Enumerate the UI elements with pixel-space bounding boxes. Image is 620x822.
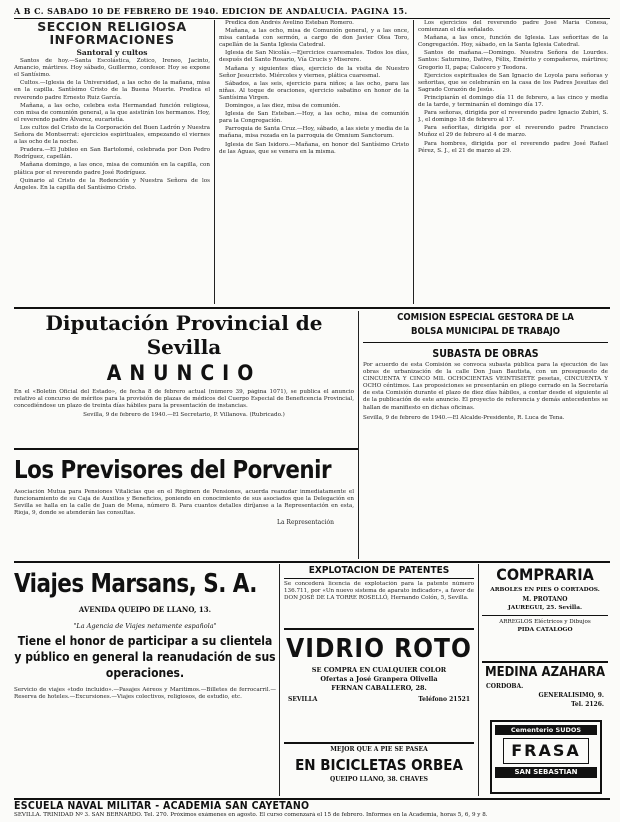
stamp-middle: FRASA [503,738,589,764]
religion-paragraph: Los ejercicios del reverendo padre José María Conesa, comienzan el día señalado. [418,20,608,34]
stamp-top: Cementerio SUDOS [495,725,597,735]
vidrio-phone: Teléfono 21521 [418,696,470,703]
religion-paragraph: Mañana, a las ocho, misa de Comunión general, y a las once, misa cantada con sermón, a cargo de don Javier Olea Toro, capellán de la Santa Iglesia Catedral. [219,28,409,49]
marsans-title: Viajes Marsans, S. A. [14,569,257,599]
marsans-address: AVENIDA QUEIPO DE LLANO, 13. [78,605,212,614]
religion-paragraph: Los cultos del Cristo de la Corporación del Buen Ladrón y Nuestra Señora de Montserrat: ejercicios espirituales, empezando el viernes a las ocho de la noche. [14,124,210,146]
religion-paragraph: Ejercicios espirituales de San Ignacio de Loyola para señoras y señoritas, que se celebrarán en la casa de los Padres Jesuitas del Sagrado Corazón de Jesús. [418,72,608,93]
religion-subtitle: INFORMACIONES [49,32,175,47]
medina-phone: Tel. 2126. [571,701,604,708]
patentes-body: Se concederá licencia de explotación para la patente número 136.711, por «Un nuevo sistema de aparato indicador», a favor de DON JOSÉ DE LA TORRE ROSELLÓ, Hernando Colón, 5, Sevilla. [284,581,474,602]
religion-paragraph: Mañana domingo, a las once, misa de comunión en la capilla, con plática por el reverendo padre José Rodríguez. [14,162,210,176]
religion-paragraph: Parroquia de Santa Cruz.—Hoy, sábado, a las siete y media de la mañana, misa rezada en la parroquia de Omnium Sanctorum. [219,126,409,140]
religion-paragraph: Santos de hoy.—Santa Escolástica, Zotico, Ireneo, Jacinto, Amancio, mártires. Hoy sábado, Guillermo, confesor. Hoy se expone el Santísimo. [14,58,210,79]
religion-paragraph: Cultos.—Iglesia de la Universidad, a las ocho de la mañana, misa en la capilla. Santísimo Cristo de la Buena Muerte. Predica el reverendo padre Ernesto Ruiz García. [14,80,210,101]
stamp-bottom: SAN SEBASTIAN [495,767,597,778]
compraria-line-1: ARBOLES EN PIES O CORTADOS. [490,587,600,593]
marsans-body: Servicio de viajes «todo incluido».—Pasajes Aéreos y Marítimos.—Billetes de ferrocarril.—Reserva de hoteles.—Excursiones.—Viajes colectivos, religiosos, de estudio, etc. [14,687,276,701]
orbea-address: QUEIPO LLANO, 38. CHAVES [329,776,429,783]
religion-paragraph: Mañana, a las ocho, celebra esta Hermandad función religiosa, con misa de comunión general, a la que asistirán los hermanos. Hoy, el reverendo padre Álvarez, eucaristía. [14,102,210,123]
vidrio-ad [284,632,474,740]
religion-title: SECCION RELIGIOSA [37,20,187,34]
religion-paragraph: Quinario al Cristo de la Redención y Nuestra Señora de los Ángeles. En la capilla del Santísimo Cristo. [14,177,210,191]
medina-ad [482,664,608,716]
vidrio-line-1: SE COMPRA EN CUALQUIER COLOR [311,666,447,674]
religion-paragraph: Para señoras, dirigida por el reverendo padre Ignacio Zubiri, S. J., el domingo 18 de febrero al 17. [418,110,608,124]
religion-paragraph: Iglesia de San Nicolás.—Ejercicios cuaresmales. Todos los días, después del Santo Rosario, Vía Crucis y Miserere. [219,50,409,64]
religion-paragraph: Pradera.—El Jubileo en San Bartolomé, celebrada por Don Pedro Rodríguez, capellán. [14,147,210,161]
vidrio-line-2: Ofertas a José Granpera Olivella [320,675,438,683]
religion-paragraph: Domingos, a las diez, misa de comunión. [225,103,341,110]
marsans-ad [14,564,276,796]
compraria-line-3: JAUREGUI, 25. Sevilla. [507,604,582,611]
religion-paragraph: Iglesia de San Esteban.—Hoy, a las ocho, misa de comunión para la Congregación. [219,111,409,125]
orbea-ad [284,745,474,797]
orbea-line-1: MEJOR QUE A PIE SE PASEA [330,746,428,753]
diputacion-signature: Sevilla, 9 de febrero de 1940.—El Secretario, P. Villanova. (Rubricado.) [83,412,285,419]
medina-address: GENERALISIMO, 9. [538,692,604,699]
medina-title: MEDINA AZAHARA [484,665,606,680]
religion-column-3 [418,20,608,304]
compraria-line-5: PIDA CATALOGO [517,626,573,633]
previsores-body: Asociación Mutua para Pensiones Vitalicias que en el Régimen de Pensiones, acuerda reanudar inmediatamente el funcionamiento de su Caja de Auxilios y Beneficios, poniendo en conocimiento de sus asociados que la Delegación en Sevilla se halla en la calle de Juan de Mena, número 8. Para cuantos detalles diríjanse a la Representación en esta, Rioja, 9, donde se atenderán las consultas. [14,489,354,517]
stamp-ad [490,720,602,794]
comision-ad [363,311,608,559]
comision-title-2: BOLSA MUNICIPAL DE TRABAJO [410,326,561,337]
comision-title-1: COMISION ESPECIAL GESTORA DE LA [397,312,574,323]
page-header: A B C. SABADO 10 DE FEBRERO DE 1940. EDICION DE ANDALUCIA. PAGINA 15. [14,6,610,19]
marsans-honor: Tiene el honor de participar a su clientela y público en general la reanudación de sus operaciones. [14,634,276,680]
comision-body: Por acuerdo de esta Comisión se convoca subasta pública para la ejecución de las obras de urbanización de la calle Don Juan Bautista, con un presupuesto de CINCUENTA Y CINCO MIL OCHOCIENTAS VEINTISIETE pesetas, CINCUENTA Y OCHO céntimos. Las proposiciones se presentarán en pliego cerrado en la Secretaría de esta Comisión durante el plazo de diez días hábiles, a contar desde el siguiente al de la publicación de este anuncio. El proyecto de referencia y demás antecedentes se hallan de manifiesto en dichas oficinas. [363,362,608,411]
religion-paragraph: Principiarán el domingo día 11 de febrero, a las cinco y media de la tarde, y terminarán el domingo día 17. [418,94,608,109]
diputacion-body: En el «Boletín Oficial del Estado», de fecha 8 de febrero actual (número 39, página 1071), se publica el anuncio relativo al concurso de méritos para la provisión de plazas de médicos del Cuerpo Especial de Beneficencia Provincial, concediéndose un plazo de treinta días hábiles para la presentación de instancias. [14,389,354,410]
marsans-tagline: "La Agencia de Viajes netamente española" [73,622,217,630]
vidrio-line-3: FERNAN CABALLERO, 28. [331,684,427,692]
previsores-ad [14,451,354,559]
religion-paragraph: Predica don Andrés Avelino Esteban Romero. [225,20,354,26]
anuncio-heading: ANUNCIO [106,361,262,385]
orbea-title: EN BICICLETAS ORBEA [295,756,463,774]
medina-city: CORDOBA. [486,683,524,690]
vidrio-title: VIDRIO ROTO [286,634,472,664]
compraria-ad [482,564,608,659]
religion-paragraph: Sábados, a las seis, ejercicio para niños; a las ocho, para las niñas. Al toque de oraciones, ejercicio sabatino en honor de la Santísima Virgen. [219,80,409,101]
santoral-subhead: Santoral y cultos [76,48,148,57]
religion-paragraph: Para hombres, dirigida por el reverendo padre José Rafael Pérez, S. J., el 21 de marzo al 29. [418,140,608,154]
religion-paragraph: Mañana y siguientes días, ejercicio de la visita de Nuestro Señor Jesucristo. Miércoles y viernes, plática cuaresmal. [219,65,409,79]
religion-paragraph: Mañana, a las once, función de Iglesia. Las señoritas de la Congregación. Hoy, sábado, en la Santa Iglesia Catedral. [418,35,608,49]
previsores-signature: La Representación [276,519,334,527]
previsores-title: Los Previsores del Porvenir [14,455,332,484]
patentes-title: EXPLOTACION DE PATENTES [284,564,474,579]
patentes-ad [284,564,474,626]
compraria-line-4: ARREGLOS Eléctricos y Dibujos [499,618,591,625]
comision-signature: Sevilla, 9 de febrero de 1940.—El Alcalde-Presidente, R. Luca de Tena. [363,414,565,421]
escuela-ad [14,800,610,820]
religion-column-1 [14,20,210,304]
compraria-line-2: M. PROTANO [522,595,568,603]
religion-paragraph: Santos de mañana.—Domingo. Nuestra Señora de Lourdes. Santos: Saturnino, Dativo, Félix, Emérito y compañeros, mártires; Gregorio II, papa; Calocero y Teodora. [418,50,608,71]
compraria-title: COMPRARIA [496,565,594,584]
diputacion-title: Diputación Provincial de Sevilla [45,311,323,359]
subasta-heading: SUBASTA DE OBRAS [432,348,539,360]
escuela-title: ESCUELA NAVAL MILITAR - ACADEMIA SAN CAYETANO [14,800,310,812]
vidrio-city: SEVILLA [288,696,318,703]
religion-paragraph: Para señoritas, dirigida por el reverendo padre Francisco Muñoz el 29 de febrero al 4 de marzo. [418,125,608,139]
religion-column-2 [219,20,409,304]
religion-paragraph: Iglesia de San Isidoro.—Mañana, en honor del Santísimo Cristo de las Aguas, que se venera en la misma. [219,141,409,155]
escuela-body: SEVILLA. TRINIDAD Nº 3. SAN BERNARDO. Tel. 270. Próximos exámenes en agosto. El curso comenzará el 15 de febrero. Informes en la Academia, horas 5, 6, 9 y 8. [14,812,488,818]
diputacion-ad [14,311,354,446]
